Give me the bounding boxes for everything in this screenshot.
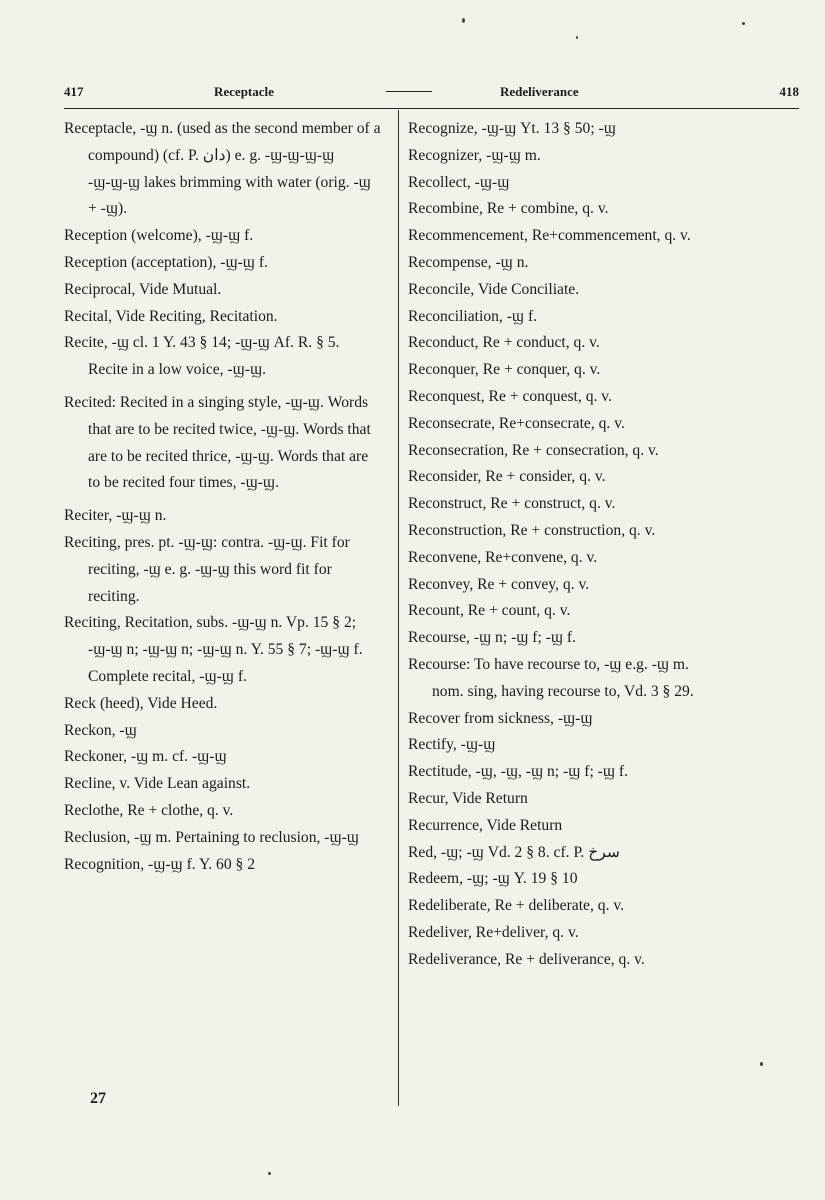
entry: Red, ‑ϣ; ‑ϣ Vd. 2 § 8. cf. P. سرخ (408, 843, 620, 861)
left-column (64, 116, 382, 878)
entry: Redeem, ‑ϣ; ‑ϣ Y. 19 § 10 (408, 870, 578, 888)
paper-speck (268, 1172, 271, 1175)
entry: Recline, v. Vide Lean against. (64, 775, 251, 793)
header-rule (64, 108, 799, 109)
entry: Reclothe, Re + clothe, q. v. (64, 801, 234, 819)
entry: Recover from sickness, ‑ϣ‑ϣ (408, 709, 593, 727)
entry: Receptacle, ‑ϣ n. (used as the second member of a compound) (cf. P. دان) e. g. ‑ϣ‑ϣ‑ϣ‑ϣ ‑ϣ‑ϣ‑ϣ lakes brimming with water (orig. ‑ϣ + ‑ϣ). (64, 120, 381, 218)
guide-word-left: Receptacle (214, 84, 274, 99)
entry: Recombine, Re + combine, q. v. (408, 200, 609, 218)
entry: Reception (acceptation), ‑ϣ‑ϣ f. (64, 253, 268, 271)
entry: Recognizer, ‑ϣ‑ϣ m. (408, 146, 541, 164)
entry: Reciting, Recitation, subs. ‑ϣ‑ϣ n. Vp. 15 § 2; ‑ϣ‑ϣ n; ‑ϣ‑ϣ n; ‑ϣ‑ϣ n. Y. 55 § 7; ‑ϣ‑ϣ f. Complete recital, ‑ϣ‑ϣ f. (64, 614, 363, 685)
paper-speck (742, 22, 745, 25)
guide-word-right: Redeliverance (500, 84, 579, 99)
page-number-left: 417 (64, 84, 84, 99)
entry: Reck (heed), Vide Heed. (64, 694, 218, 712)
entry: Recur, Vide Return (408, 789, 528, 807)
entry: Recognition, ‑ϣ‑ϣ f. Y. 60 § 2 (64, 855, 256, 873)
entry: Reclusion, ‑ϣ m. Pertaining to reclusion, ‑ϣ‑ϣ (64, 828, 359, 846)
entry: Reception (welcome), ‑ϣ‑ϣ f. (64, 227, 254, 245)
page-number-right: 418 (779, 84, 799, 99)
entry: Reconvey, Re + convey, q. v. (408, 575, 590, 593)
right-column (408, 116, 720, 974)
entry: Reconstruction, Re + construction, q. v. (408, 521, 656, 539)
entry: Reconvene, Re+convene, q. v. (408, 548, 598, 566)
entry: Redeliver, Re+deliver, q. v. (408, 923, 579, 941)
entry: Reckon, ‑ϣ (64, 721, 137, 739)
paper-speck (462, 18, 465, 23)
signature-mark: 27 (90, 1090, 106, 1107)
entry: Rectitude, ‑ϣ, ‑ϣ, ‑ϣ n; ‑ϣ f; ‑ϣ f. (408, 763, 628, 781)
entry: Reconsider, Re + consider, q. v. (408, 468, 606, 486)
entry: Redeliverance, Re + deliverance, q. v. (408, 950, 645, 968)
entry: Rectify, ‑ϣ‑ϣ (408, 736, 496, 754)
entry: Recurrence, Vide Return (408, 816, 563, 834)
entry: Reconquest, Re + conquest, q. v. (408, 387, 612, 405)
entry: Redeliberate, Re + deliberate, q. v. (408, 897, 625, 915)
entry: Recited: Recited in a singing style, ‑ϣ‑ϣ. Words that are to be recited twice, ‑ϣ‑ϣ. Words that are to be recited thrice, ‑ϣ‑ϣ. Words that are to be recited four times, ‑ϣ‑ϣ. (64, 393, 371, 492)
entry: Recompense, ‑ϣ n. (408, 253, 529, 271)
entry: Reconstruct, Re + construct, q. v. (408, 495, 616, 513)
entry: Recommencement, Re+commencement, q. v. (408, 227, 691, 245)
entry: Reconsecrate, Re+consecrate, q. v. (408, 414, 625, 432)
entry: Recollect, ‑ϣ‑ϣ (408, 173, 510, 191)
entry: Reciprocal, Vide Mutual. (64, 280, 222, 298)
entry: Reciting, pres. pt. ‑ϣ‑ϣ: contra. ‑ϣ‑ϣ. Fit for reciting, ‑ϣ e. g. ‑ϣ‑ϣ this word fit for reciting. (64, 533, 350, 605)
entry: Reconcile, Vide Conciliate. (408, 280, 580, 298)
entry: Reconduct, Re + conduct, q. v. (408, 334, 600, 352)
entry: Reciter, ‑ϣ‑ϣ n. (64, 507, 167, 525)
running-header (64, 80, 799, 104)
entry: Recount, Re + count, q. v. (408, 602, 571, 620)
entry: Reconquer, Re + conquer, q. v. (408, 361, 601, 379)
entry: Recourse: To have recourse to, ‑ϣ e.g. ‑ϣ m. nom. sing, having recourse to, Vd. 3 § 29. (408, 655, 694, 700)
entry: Recital, Vide Reciting, Recitation. (64, 307, 278, 325)
entry: Reconsecration, Re + consecration, q. v. (408, 441, 659, 459)
paper-speck (760, 1062, 763, 1066)
column-divider (398, 110, 399, 1106)
entry: Reconciliation, ‑ϣ f. (408, 307, 538, 325)
paper-speck (576, 36, 578, 39)
entry: Recite, ‑ϣ cl. 1 Y. 43 § 14; ‑ϣ‑ϣ Af. R. § 5. Recite in a low voice, ‑ϣ‑ϣ. (64, 334, 340, 379)
entry: Recognize, ‑ϣ‑ϣ Yt. 13 § 50; ‑ϣ (408, 120, 616, 137)
entry: Recourse, ‑ϣ n; ‑ϣ f; ‑ϣ f. (408, 629, 577, 647)
header-dash (386, 91, 432, 92)
entry: Reckoner, ‑ϣ m. cf. ‑ϣ‑ϣ (64, 748, 227, 766)
